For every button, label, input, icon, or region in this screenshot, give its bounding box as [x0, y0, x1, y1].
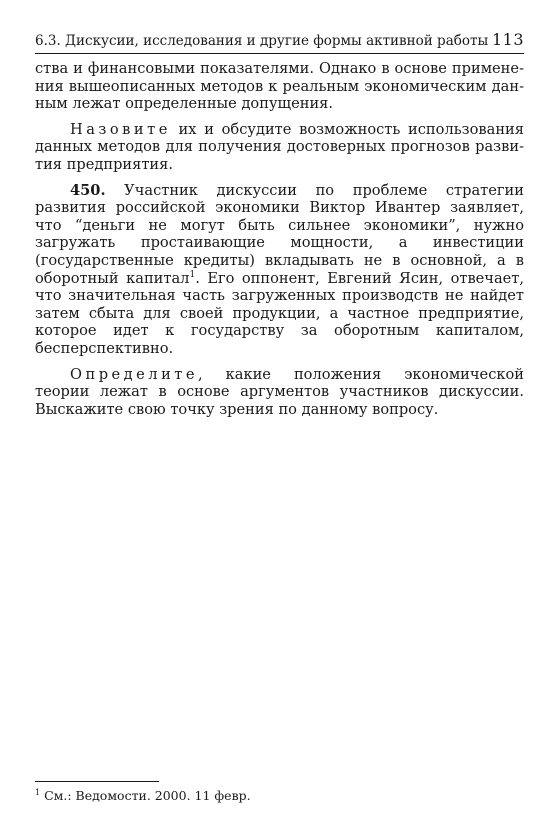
- body-text: [35, 60, 524, 418]
- footnote-mark: 1: [35, 787, 41, 797]
- paragraph-task-instruction: [35, 121, 524, 174]
- paragraph-text: их и обсудите возможность использования данных методов для получения достоверных прогнозов развития предприятия.: [35, 120, 524, 173]
- paragraph-text: . Его оппонент, Евгений Ясин, отвечает, что значительная часть загруженных производств не найдет затем сбыта для своей продукции, а частное предприятие, которое идет к государству за оборотным капиталом, бесперспективно.: [35, 269, 525, 357]
- paragraph-text: , какие положения экономической теории лежат в основе аргументов участников дискуссии. Выскажите свою точку зрения по данному вопросу.: [35, 365, 524, 418]
- page-content: [35, 30, 524, 426]
- running-header: [35, 30, 524, 54]
- paragraph-text: Участник дискуссии по проблеме стратегии развития российской экономики Виктор Ивантер заявляет, что “деньги не могут быть сильнее экономики”, нужно загружать простаивающие мощности, а инвестиции (государственные кредиты) вкладывать не в основной, а в оборотный капитал: [35, 181, 524, 287]
- paragraph-continuation: [35, 60, 524, 113]
- spaced-verb: Назовите: [70, 120, 171, 138]
- spaced-verb: Определите: [70, 365, 198, 383]
- paragraph-task-450: [35, 182, 524, 358]
- paragraph-text: ства и финансовыми показателями. Однако в основе применения вышеописанных методов к реальным экономическим данным лежат определенные допущения.: [35, 60, 524, 113]
- page-number: 113: [491, 30, 524, 49]
- footnote-divider: [35, 781, 159, 782]
- footnote-text: См.: Ведомости. 2000. 11 февр.: [40, 788, 251, 803]
- footnote-reference: 1: [189, 269, 196, 280]
- footnote: [35, 788, 251, 803]
- paragraph-task-question: [35, 366, 524, 419]
- section-title: 6.3. Дискусии, исследования и другие формы активной работы: [35, 33, 489, 49]
- task-number: 450.: [70, 181, 106, 199]
